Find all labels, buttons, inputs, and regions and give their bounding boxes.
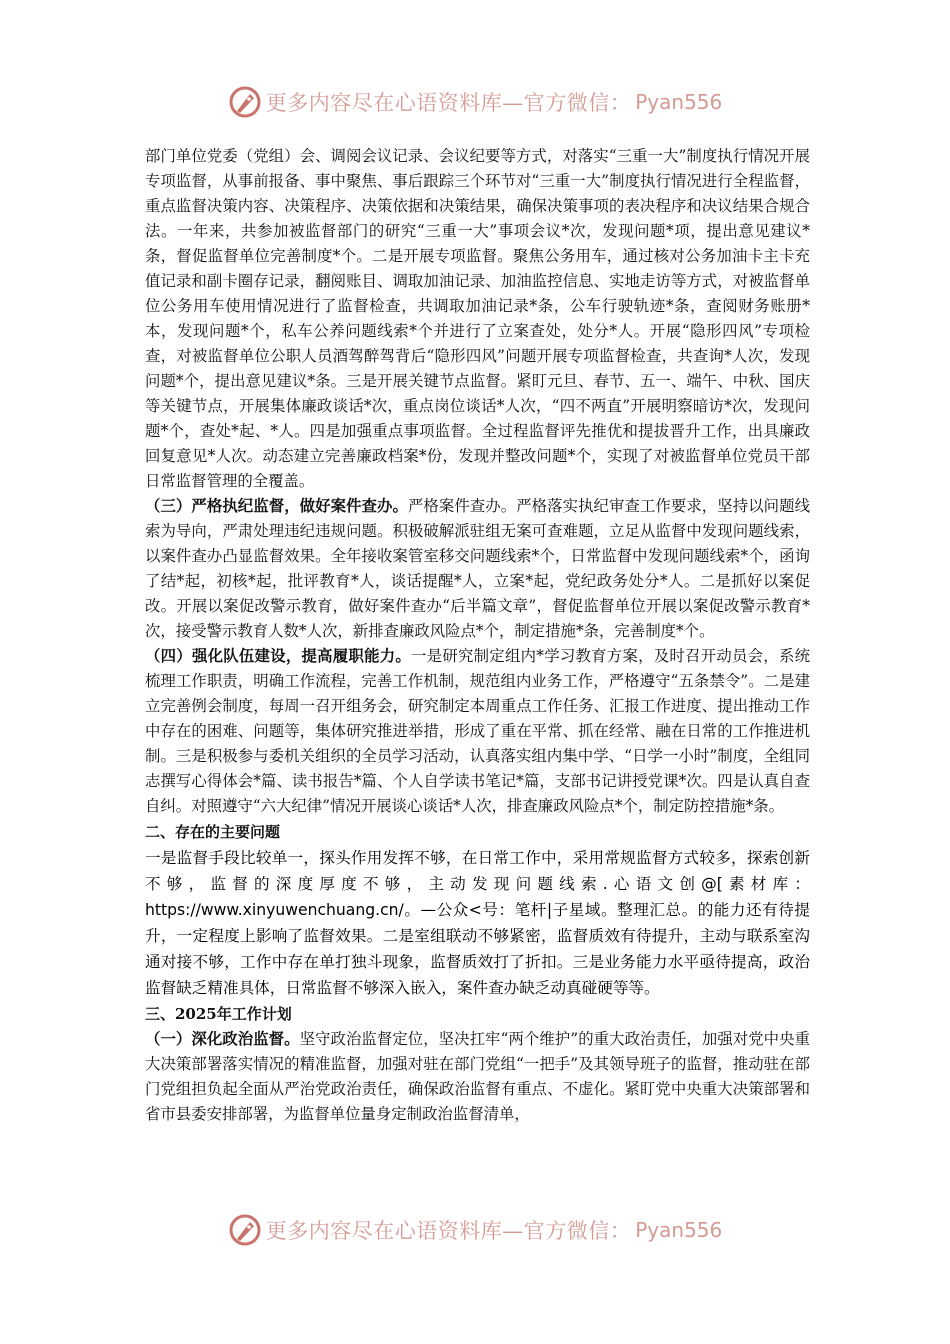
footer-watermark-banner — [0, 1210, 950, 1250]
paragraph-discipline-cases: （三）严格执纪监督，做好案件查办。严格案件查办。严格落实执纪审查工作要求，坚持以问题线索为导向，严肃处理违纪违规问题。积极破解派驻组无案可查难题，立足从监督中发现问题线索，以案件查办凸显监督效果。全年接收案管室移交问题线索*个，日常监督中发现问题线索*个，函询了结*起，初核*起，批评教育*人，谈话提醒*人，立案*起，党纪政务处分*人。二是抓好以案促改。开展以案促改警示教育，做好案件查办“后半篇文章”，督促监督单位开展以案促改警示教育*次，接受警示教育人数*人次，新排查廉政风险点*个，制定措施*条，完善制度*个。 — [145, 497, 810, 640]
banner-text: 更多内容尽在心语资料库—官方微信： — [265, 1219, 632, 1243]
banner-text: 更多内容尽在心语资料库—官方微信： — [265, 91, 632, 115]
section-heading-problems: 二、存在的主要问题 — [145, 823, 281, 841]
paragraph-problems: 一是监督手段比较单一，探头作用发挥不够，在日常工作中，采用常规监督方式较多，探索创新不够，监督的深度厚度不够，主动发现问题线索.心语文创@[素材库：https://www.xinyuwenchuang.cn/。—公众<号：笔杆|子星域。整理汇总。的能力还有待提升，一定程度上影响了监督效果。二是室组联动不够紧密，监督质效有待提升，主动与联系室沟通对接不够，工作中存在单打独斗现象，监督质效打了折扣。三是业务能力水平亟待提高，政治监督缺乏精准具体，日常监督不够深入嵌入，案件查办缺乏动真碰硬等等。 — [145, 849, 810, 997]
banner-wechat-id: Pyan556 — [635, 90, 723, 114]
banner-wechat-id: Pyan556 — [635, 1218, 723, 1242]
paragraph-political-supervision: （一）深化政治监督。坚守政治监督定位，坚决扛牢“两个维护”的重大政治责任，加强对党中央重大决策部署落实情况的精准监督，加强对驻在部门党组“一把手”及其领导班子的监督，推动驻在部门党组担负起全面从严治党政治责任，确保政治监督有重点、不虚化。紧盯党中央重大决策部署和省市县委安排部署，为监督单位量身定制政治监督清单， — [145, 1030, 810, 1123]
paragraph-supervision-details: 部门单位党委（党组）会、调阅会议记录、会议纪要等方式，对落实“三重一大”制度执行情况开展专项监督，从事前报备、事中聚焦、事后跟踪三个环节对“三重一大”制度执行情况进行全程监督，重点监督决策内容、决策程序、决策依据和决策结果，确保决策事项的表决程序和决议结果合规合法。一年来，共参加被监督部门的研究“三重一大”事项会议*次，发现问题*项，提出意见建议*条，督促监督单位完善制度*个。二是开展专项监督。聚焦公务用车，通过核对公务加油卡主卡充值记录和副卡圈存记录，翻阅账目、调取加油记录、加油监控信息、实地走访等方式，对被监督单位公务用车使用情况进行了监督检查，共调取加油记录*条，公车行驶轨迹*条，查阅财务账册*本，发现问题*个，私车公养问题线索*个并进行了立案查处，处分*人。开展“隐形四风”专项检查，对被监督单位公职人员酒驾醉驾背后“隐形四风”问题开展专项监督检查，共查询*人次，发现问题*个，提出意见建议*条。三是开展关键节点监督。紧盯元旦、春节、五一、端午、中秋、国庆等关键节点，开展集体廉政谈话*次，重点岗位谈话*人次，“四不两直”开展明察暗访*次，发现问题*个，查处*起、*人。四是加强重点事项监督。全过程监督评先推优和提拔晋升工作，出具廉政回复意见*人次。动态建立完善廉政档案*份，发现并整改问题*个，实现了对被监督单位党员干部日常监督管理的全覆盖。 — [145, 147, 810, 490]
section-heading-work-plan: 三、2025年工作计划 — [145, 1005, 292, 1023]
paragraph-team-building: （四）强化队伍建设，提高履职能力。一是研究制定组内*学习教育方案，及时召开动员会，系统梳理工作职责，明确工作流程，完善工作机制，规范组内业务工作，严格遵守“五条禁令”。二是建立完善例会制度，每周一召开组务会，研究制定本周重点工作任务、汇报工作进度、提出推动工作中存在的困难、问题等，集体研究推进举措，形成了重在平常、抓在经常、融在日常的工作推进机制。三是积极参与委机关组织的全员学习活动，认真落实组内集中学、“日学一小时”制度，全组同志撰写心得体会*篇、读书报告*篇、个人自学读书笔记*篇，支部书记讲授党课*次。四是认真自查自纠。对照遵守“六大纪律”情况开展谈心谈话*人次，排查廉政风险点*个，制定防控措施*条。 — [145, 647, 810, 815]
subheading-political: （一）深化政治监督。 — [145, 1030, 300, 1048]
pen-nib-logo-icon — [228, 85, 262, 119]
document-body — [145, 144, 810, 1127]
subheading-discipline: （三）严格执纪监督，做好案件查办。 — [145, 497, 408, 515]
pen-nib-logo-icon — [228, 1213, 262, 1247]
header-watermark-banner — [0, 82, 950, 122]
subheading-team-building: （四）强化队伍建设，提高履职能力。 — [145, 647, 412, 665]
